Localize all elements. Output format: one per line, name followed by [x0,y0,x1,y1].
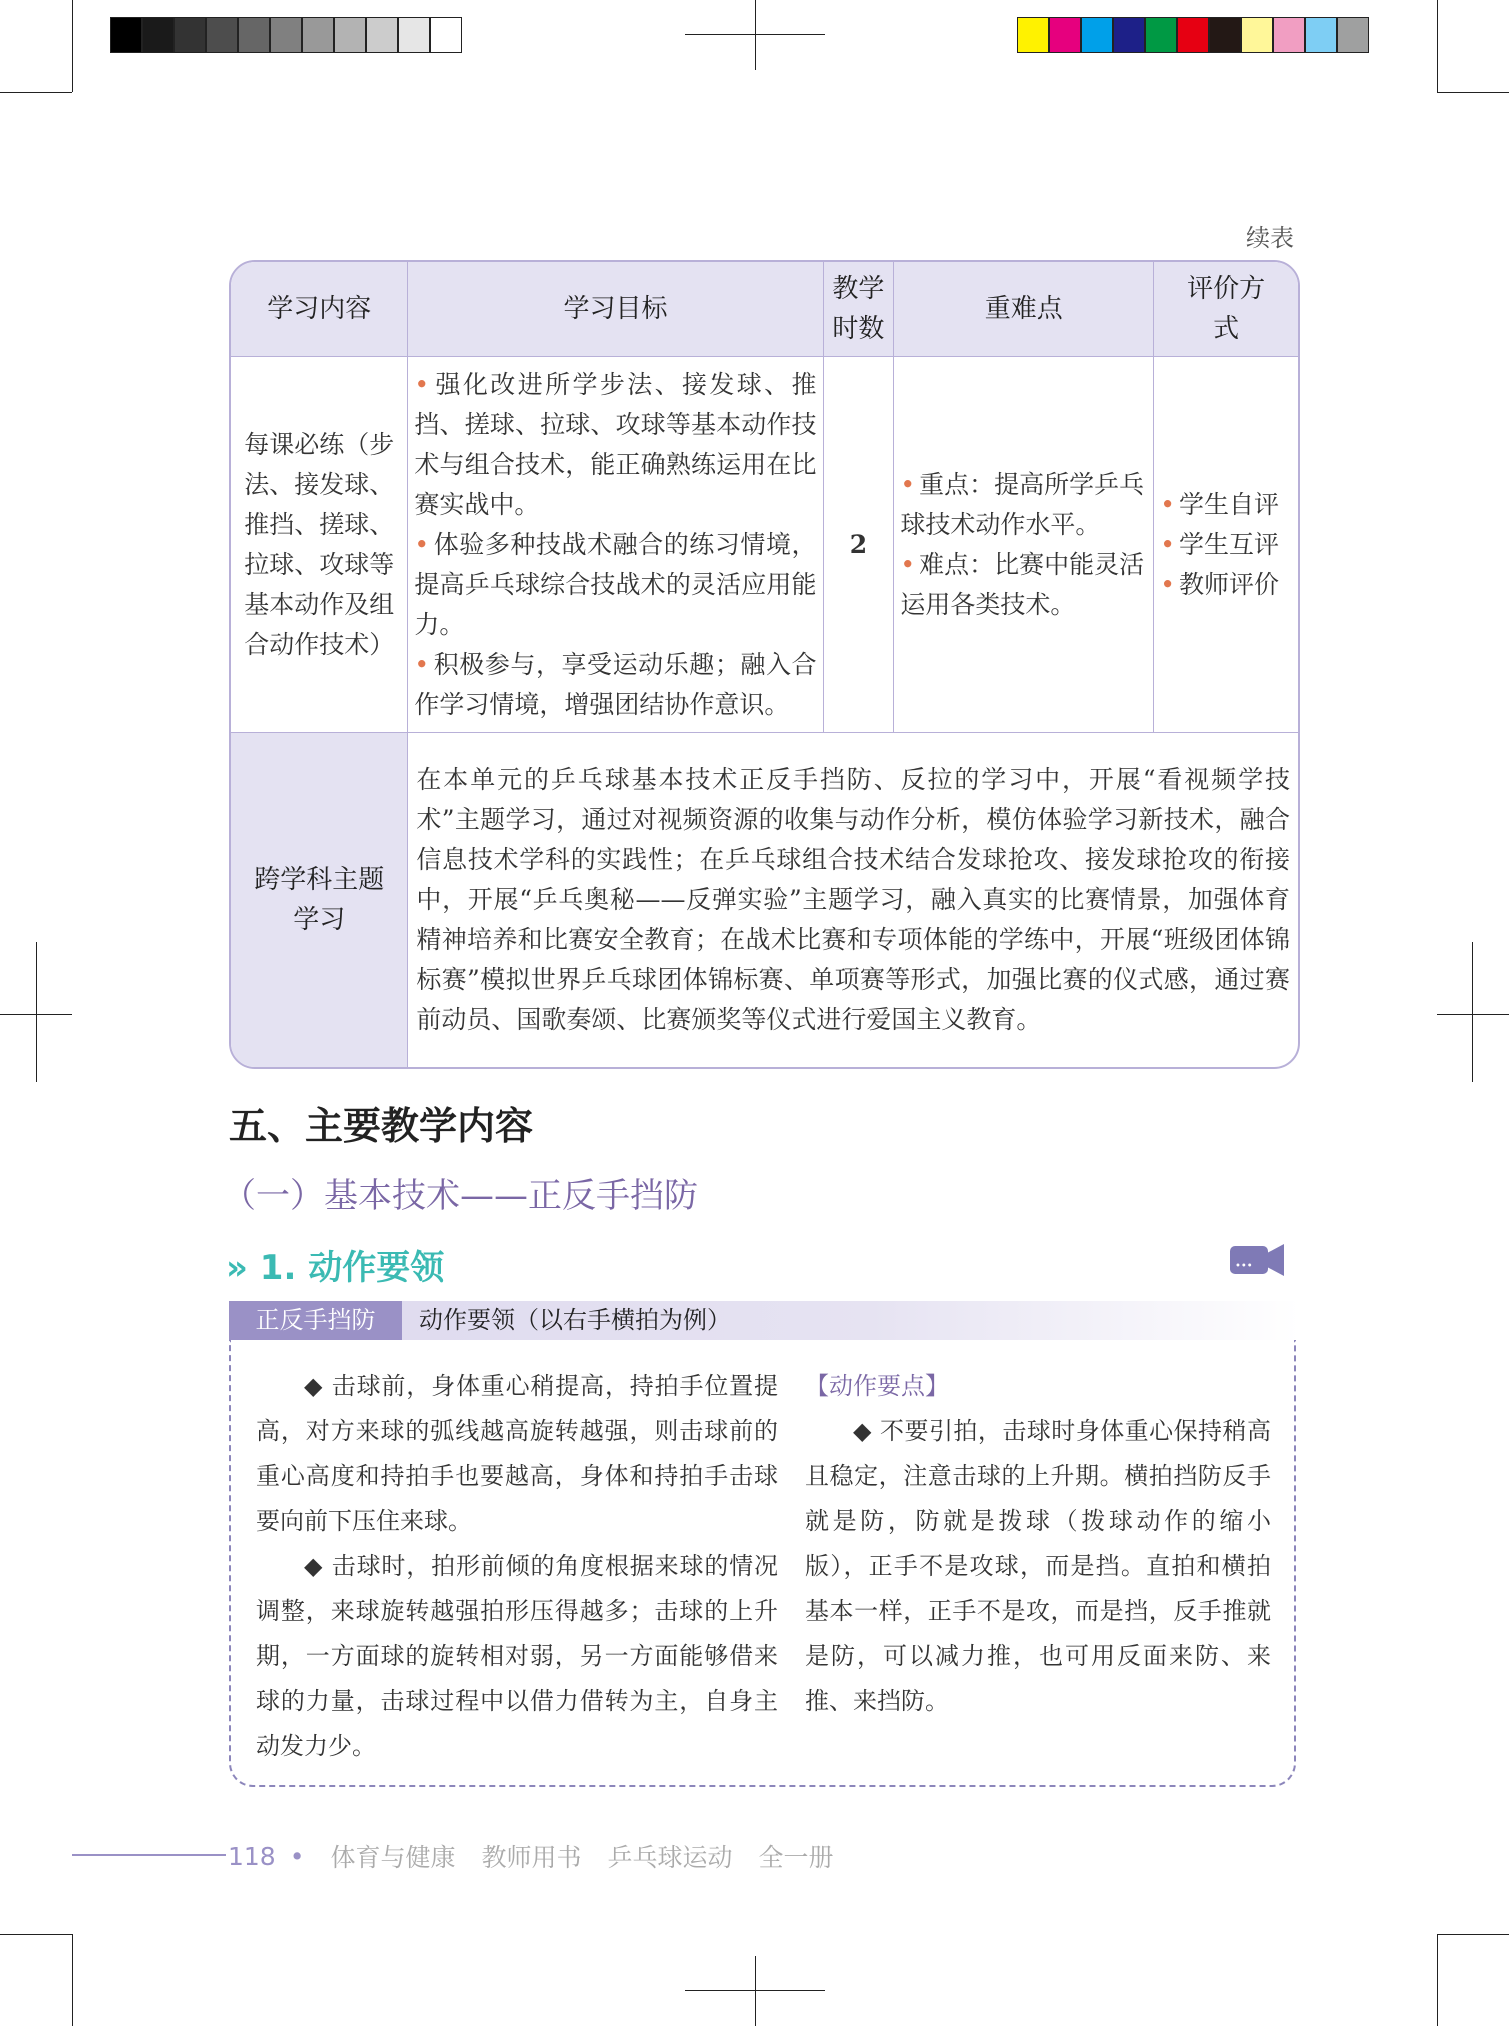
crop-mark [1437,1934,1509,1935]
color-swatch [206,17,238,53]
color-swatch [174,17,206,53]
header-evaluation: 评价方式 [1154,262,1298,357]
goal-text: 强化改进所学步法、接发球、推挡、搓球、拉球、攻球等基本动作技术与组合技术，能正确熟练运用在比赛实战中。 [414,369,817,519]
paragraph: ◆ 不要引拍，击球时身体重心保持稍高且稳定，注意击球的上升期。横拍挡防反手就是防，防就是拨球（拨球动作的缩小版），正手不是攻球，而是挡。直拍和横拍基本一样，正手不是攻，而是挡，反手推就是防，可以减力推，也可用反面来防、来推、来挡防。 [805,1417,1271,1715]
table-header-row [231,262,1298,357]
color-swatch [110,17,142,53]
color-swatch [238,17,270,53]
key-heading: 【动作要点】 [805,1372,949,1400]
continued-label: 续表 [1246,224,1294,252]
footer: 118 • 体育与健康 教师用书 乒乓球运动 全一册 [228,1838,834,1874]
row1-content: 每课必练（步法、接发球、推挡、搓球、拉球、攻球等基本动作及组合动作技术） [231,357,408,733]
crop-mark [1437,1934,1438,2026]
paragraph: ◆ 击球前，身体重心稍提高，持拍手位置提高，对方来球的弧线越高旋转越强，则击球前的重心高度和持拍手也要越高，身体和持拍手击球要向前下压住来球。 [256,1372,778,1535]
right-column [805,1364,1271,1724]
table-row [231,357,1298,733]
topic-tag: 正反手挡防 [229,1301,402,1340]
evaluation-item: • 学生互评 [1160,529,1280,559]
color-swatch [1145,17,1177,53]
goal-text: 积极参与，享受运动乐趣；融入合作学习情境，增强团结协作意识。 [414,649,817,719]
color-swatch [1241,17,1273,53]
paragraph: ◆ 击球时，拍形前倾的角度根据来球的情况调整，来球旋转越强拍形压得越多；击球的上升期，一方面球的旋转相对弱，另一方面能够借来球的力量，击球过程中以借力借转为主，自身主动发力少。 [256,1552,778,1760]
evaluation-item: • 教师评价 [1160,569,1280,599]
color-swatch [1209,17,1241,53]
key-point-item: • 难点：比赛中能灵活运用各类技术。 [900,549,1145,619]
crop-mark [1437,1014,1509,1015]
color-swatch [1049,17,1081,53]
color-swatch [334,17,366,53]
footer-line [72,1854,226,1856]
color-swatch [1081,17,1113,53]
header-key-points: 重难点 [894,262,1154,357]
section-title: 五、主要教学内容 [229,1103,534,1148]
footer-item: 乒乓球运动 [607,1843,733,1872]
color-swatch [1273,17,1305,53]
footer-item: 体育与健康 [330,1843,456,1872]
color-swatch [430,17,462,53]
color-swatch [1305,17,1337,53]
crop-mark [72,1934,73,2026]
row1-hours: 2 [824,357,895,733]
color-swatch [1177,17,1209,53]
crop-mark [0,1934,72,1935]
goal-text: 体验多种技战术融合的练习情境，提高乒乓球综合技战术的灵活应用能力。 [414,529,817,639]
evaluation-item: • 学生自评 [1160,489,1280,519]
video-camera-icon[interactable]: ••• [1230,1244,1284,1276]
footer-item: 全一册 [758,1843,834,1872]
header-goals: 学习目标 [408,262,823,357]
key-point-item: • 重点：提高所学乒乓球技术动作水平。 [900,469,1145,539]
key-point-text: 难点：比赛中能灵活运用各类技术。 [900,549,1145,619]
key-point-text: 重点：提高所学乒乓球技术动作水平。 [900,469,1145,539]
left-column [256,1364,778,1769]
row2-text: 在本单元的乒乓球基本技术正反手挡防、反拉的学习中，开展“看视频学技术”主题学习，通过对视频资源的收集与动作分析，模仿体验学习新技术，融合信息技术学科的实践性；在乒乓球组合技术结合发球抢攻、接发球抢攻的衔接中，开展“乒乓奥秘——反弹实验”主题学习，融入真实的比赛情景，加强体育精神培养和比赛安全教育；在战术比赛和专项体能的学练中，开展“班级团体锦标赛”模拟世界乒乓球团体锦标赛、单项赛等形式，加强比赛的仪式感，通过赛前动员、国歌奏颂、比赛颁奖等仪式进行爱国主义教育。 [416,765,1290,1034]
color-bar-cmyk [1017,17,1369,53]
crop-mark [36,942,37,1082]
color-swatch [1337,17,1369,53]
goal-item: • 积极参与，享受运动乐趣；融入合作学习情境，增强团结协作意识。 [414,649,817,719]
evaluation-text: 学生自评 [1179,489,1280,519]
color-bar-grayscale [110,17,462,53]
topic-title: 动作要领（以右手横拍为例） [419,1306,731,1334]
header-hours: 教学时数 [824,262,895,357]
crop-mark [1437,92,1509,93]
color-swatch [270,17,302,53]
color-swatch [142,17,174,53]
item-title: » 1. 动作要领 [226,1248,445,1288]
crop-mark [1437,0,1438,92]
crop-mark [72,0,73,92]
crop-mark [1472,942,1473,1082]
crop-mark [755,1956,756,2026]
subsection-title: （一）基本技术——正反手挡防 [222,1176,698,1216]
curriculum-table [229,260,1300,1069]
goal-item: • 强化改进所学步法、接发球、推挡、搓球、拉球、攻球等基本动作技术与组合技术，能正确熟练运用在比赛实战中。 [414,369,817,519]
footer-item: 教师用书 [481,1843,582,1872]
evaluation-text: 教师评价 [1179,569,1280,599]
color-swatch [1113,17,1145,53]
topic-band [229,1301,1300,1340]
goal-item: • 体验多种技战术融合的练习情境，提高乒乓球综合技战术的灵活应用能力。 [414,529,817,639]
header-content: 学习内容 [231,262,408,357]
row2-content: 跨学科主题学习 [231,733,408,1067]
crop-mark [0,92,72,93]
color-swatch [302,17,334,53]
color-swatch [1017,17,1049,53]
table-row [231,733,1298,1067]
crop-mark [755,0,756,70]
page-number: 118 [228,1841,276,1871]
evaluation-text: 学生互评 [1179,529,1280,559]
color-swatch [398,17,430,53]
color-swatch [366,17,398,53]
